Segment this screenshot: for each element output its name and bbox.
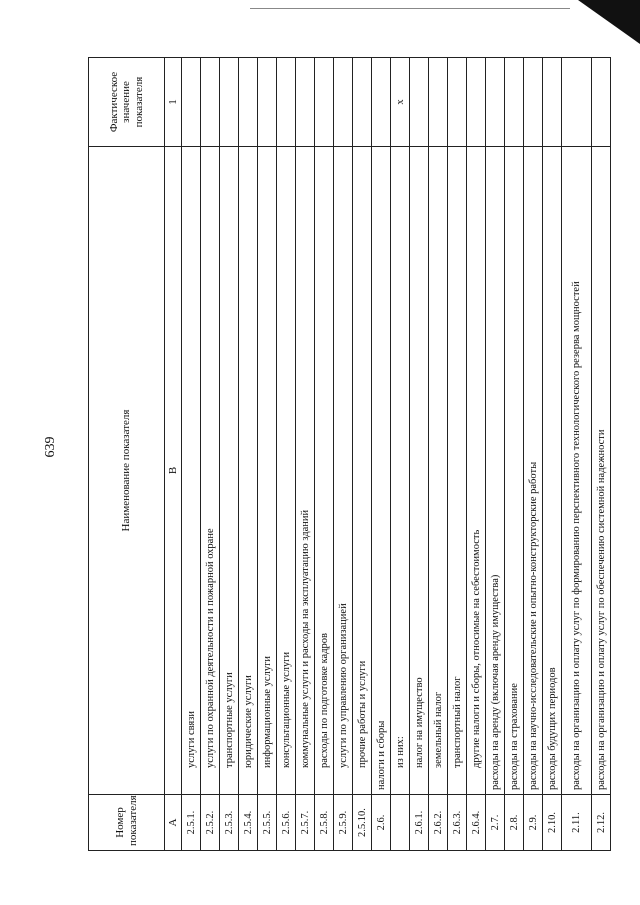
row-number: 2.6.1. (410, 795, 429, 851)
row-name: консультационные услуги (277, 147, 296, 795)
row-value (524, 58, 543, 147)
row-value (505, 58, 524, 147)
table-row (334, 58, 353, 851)
row-name: прочие работы и услуги (353, 147, 372, 795)
table-row (315, 58, 334, 851)
rotated-table (88, 58, 607, 851)
row-value (372, 58, 391, 147)
indicators-table (88, 57, 611, 851)
row-number: 2.7. (486, 795, 505, 851)
row-name: услуги по охранной деятельности и пожарной охране (201, 147, 220, 795)
row-value (201, 58, 220, 147)
row-name: информационные услуги (258, 147, 277, 795)
table-row (391, 58, 410, 851)
row-value (277, 58, 296, 147)
row-value (239, 58, 258, 147)
row-number: 2.5.5. (258, 795, 277, 851)
row-name: расходы на аренду (включая аренду имущества) (486, 147, 505, 795)
table-container (88, 58, 607, 851)
row-number: 2.5.8. (315, 795, 334, 851)
row-number: 2.5.2. (201, 795, 220, 851)
page-number: 639 (43, 436, 58, 458)
row-value (429, 58, 448, 147)
row-name: расходы на страхование (505, 147, 524, 795)
row-number: 2.6.2. (429, 795, 448, 851)
table-row (258, 58, 277, 851)
row-value (592, 58, 611, 147)
row-value (562, 58, 592, 147)
row-name: услуги по управлению организацией (334, 147, 353, 795)
header-name: Наименование показателя (89, 147, 165, 795)
row-name: коммунальные услуги и расходы на эксплуатацию зданий (296, 147, 315, 795)
row-name: расходы на научно-исследовательские и опытно-конструкторские работы (524, 147, 543, 795)
page-corner (578, 0, 640, 44)
row-value (353, 58, 372, 147)
row-value: x (391, 58, 410, 147)
row-value (258, 58, 277, 147)
code-number: А (165, 795, 182, 851)
row-name: земельный налог (429, 147, 448, 795)
table-row (429, 58, 448, 851)
row-value (182, 58, 201, 147)
row-name: расходы будущих периодов (543, 147, 562, 795)
table-row (592, 58, 611, 851)
row-value (334, 58, 353, 147)
table-row (562, 58, 592, 851)
row-number: 2.5.10. (353, 795, 372, 851)
row-number: 2.5.6. (277, 795, 296, 851)
table-row (220, 58, 239, 851)
top-rule (250, 8, 570, 9)
table-row (353, 58, 372, 851)
row-number: 2.9. (524, 795, 543, 851)
table-row (486, 58, 505, 851)
code-value: 1 (165, 58, 182, 147)
row-value (220, 58, 239, 147)
header-number: Номер показателя (89, 795, 165, 851)
row-number: 2.5.9. (334, 795, 353, 851)
row-number: 2.6.3. (448, 795, 467, 851)
row-value (410, 58, 429, 147)
row-name: расходы на организацию и оплату услуг по формированию перспективного технологического резерва мощностей (562, 147, 592, 795)
row-name: транспортные услуги (220, 147, 239, 795)
row-name: расходы по подготовке кадров (315, 147, 334, 795)
row-number: 2.11. (562, 795, 592, 851)
row-number (391, 795, 410, 851)
row-name: юридические услуги (239, 147, 258, 795)
table-row (296, 58, 315, 851)
row-name: налог на имущество (410, 147, 429, 795)
row-name: услуги связи (182, 147, 201, 795)
row-number: 2.12. (592, 795, 611, 851)
row-name: транспортный налог (448, 147, 467, 795)
row-number: 2.10. (543, 795, 562, 851)
header-row (89, 58, 165, 851)
table-row (467, 58, 486, 851)
table-row (524, 58, 543, 851)
row-value (467, 58, 486, 147)
row-number: 2.5.7. (296, 795, 315, 851)
table-row (543, 58, 562, 851)
header-value: Фактическое значение показателя (89, 58, 165, 147)
table-row (505, 58, 524, 851)
table-row (182, 58, 201, 851)
row-number: 2.8. (505, 795, 524, 851)
table-row (372, 58, 391, 851)
table-row (448, 58, 467, 851)
row-number: 2.5.3. (220, 795, 239, 851)
row-value (543, 58, 562, 147)
row-value (448, 58, 467, 147)
row-number: 2.5.4. (239, 795, 258, 851)
table-row (239, 58, 258, 851)
row-name: налоги и сборы (372, 147, 391, 795)
row-name: другие налоги и сборы, относимые на себестоимость (467, 147, 486, 795)
row-name: расходы на организацию и оплату услуг по обеспечению системной надежности (592, 147, 611, 795)
code-name: В (165, 147, 182, 795)
row-number: 2.5.1. (182, 795, 201, 851)
row-number: 2.6. (372, 795, 391, 851)
row-name: из них: (391, 147, 410, 795)
row-value (315, 58, 334, 147)
table-row (277, 58, 296, 851)
row-number: 2.6.4. (467, 795, 486, 851)
table-row (410, 58, 429, 851)
table-body (182, 58, 611, 851)
code-row (165, 58, 182, 851)
row-value (486, 58, 505, 147)
row-value (296, 58, 315, 147)
table-row (201, 58, 220, 851)
